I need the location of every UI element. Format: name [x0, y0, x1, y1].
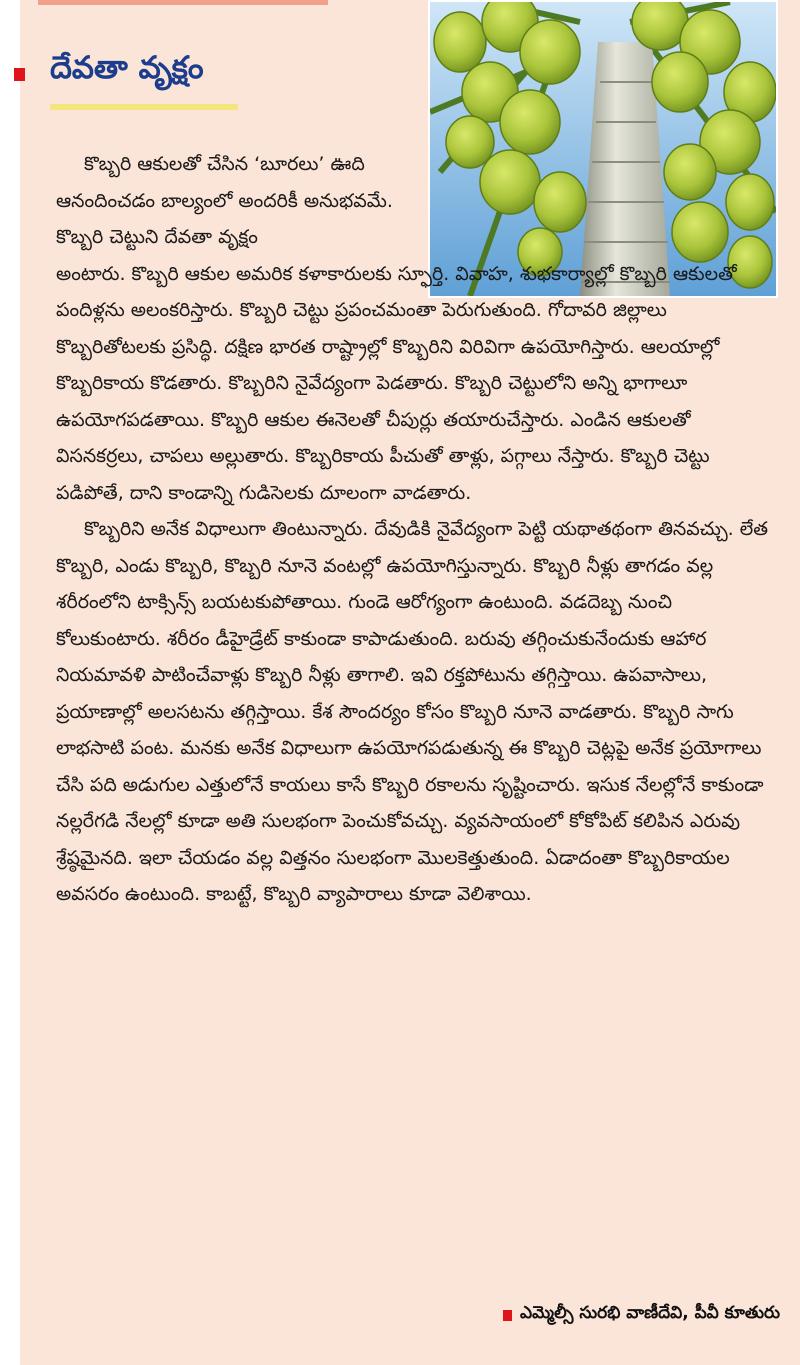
paragraph-uses: అంటారు. కొబ్బరి ఆకుల అమరిక కళాకారులకు స్ఫూర్తి. వివాహ, శుభకార్యాల్లో కొబ్బరి ఆకులతో పందిళ్లను అలంకరిస్తారు. కొబ్బరి చెట్టు ప్రపంచమంతా పెరుగుతుంది. గోదావరి జిల్లాలు కొబ్బరితోటలకు ప్రసిద్ధి. దక్షిణ భారత రాష్ట్రాల్లో కొబ్బరిని విరివిగా ఉపయోగిస్తారు. ఆలయాల్లో కొబ్బరికాయ కొడతారు. కొబ్బరిని నైవేద్యంగా పెడతారు. కొబ్బరి చెట్టులోని అన్ని భాగాలూ ఉపయోగపడతాయి. కొబ్బరి ఆకుల ఈనెలతో చీపుర్లు తయారుచేస్తారు. ఎండిన ఆకులతో విసనకర్రలు, చాపలు అల్లుతారు. కొబ్బరికాయ పీచుతో తాళ్లు, పగ్గాలు నేస్తారు. కొబ్బరి చెట్టు పడిపోతే, దాని కాండాన్ని గుడిసెలకు దూలంగా వాడతారు.: [56, 262, 737, 504]
paragraph-intro: కొబ్బరి ఆకులతో చేసిన ‘బూరలు’ ఊది ఆనందించడం బాల్యంలో అందరికీ అనుభవమే. కొబ్బరి చెట్టుని దేవతా వృక్షం: [56, 153, 393, 248]
top-rule: [38, 0, 328, 5]
title-underline: [50, 104, 238, 110]
article-title: దేవతా వృక్షం: [50, 50, 204, 86]
byline-marker-icon: [503, 1310, 512, 1321]
title-marker-icon: [14, 68, 25, 81]
byline: ఎమ్మెల్సీ సురభి వాణీదేవి, పీవీ కూతురు: [520, 1303, 780, 1323]
article-body: [56, 146, 776, 913]
byline-row: [503, 1300, 780, 1330]
paragraph-nutrition: కొబ్బరిని అనేక విధాలుగా తింటున్నారు. దేవుడికి నైవేద్యంగా పెట్టి యథాతథంగా తినవచ్చు. లేత కొబ్బరి, ఎండు కొబ్బరి, కొబ్బరి నూనె వంటల్లో ఉపయోగిస్తున్నారు. కొబ్బరి నీళ్లు తాగడం వల్ల శరీరంలోని టాక్సిన్స్ బయటకుపోతాయి. గుండె ఆరోగ్యంగా ఉంటుంది. వడదెబ్బ నుంచి కోలుకుంటారు. శరీరం డీహైడ్రేట్ కాకుండా కాపాడుతుంది. బరువు తగ్గించుకునేందుకు ఆహార నియమావళి పాటించేవాళ్లు కొబ్బరి నీళ్లు తాగాలి. ఇవి రక్తపోటును తగ్గిస్తాయి. ఉపవాసాలు, ప్రయాణాల్లో అలసటను తగ్గిస్తాయి. కేశ సౌందర్యం కోసం కొబ్బరి నూనె వాడతారు. కొబ్బరి సాగు లాభసాటి పంట. మనకు అనేక విధాలుగా ఉపయోగపడుతున్న ఈ కొబ్బరి చెట్లపై అనేక ప్రయోగాలు చేసి పది అడుగుల ఎత్తులోనే కాయలు కాసే కొబ్బరి రకాలను సృష్టించారు. ఇసుక నేలల్లోనే కాకుండా నల్లరేగడి నేలల్లో కూడా అతి సులభంగా పెంచుకోవచ్చు. వ్యవసాయంలో కోకోపిట్ కలిపిన ఎరువు శ్రేష్ఠమైనది. ఇలా చేయడం వల్ల విత్తనం సులభంగా మొలకెత్తుతుంది. ఏడాదంతా కొబ్బరికాయల అవసరం ఉంటుంది. కాబట్టే, కొబ్బరి వ్యాపారాలు కూడా వెలిశాయి.: [56, 518, 768, 905]
